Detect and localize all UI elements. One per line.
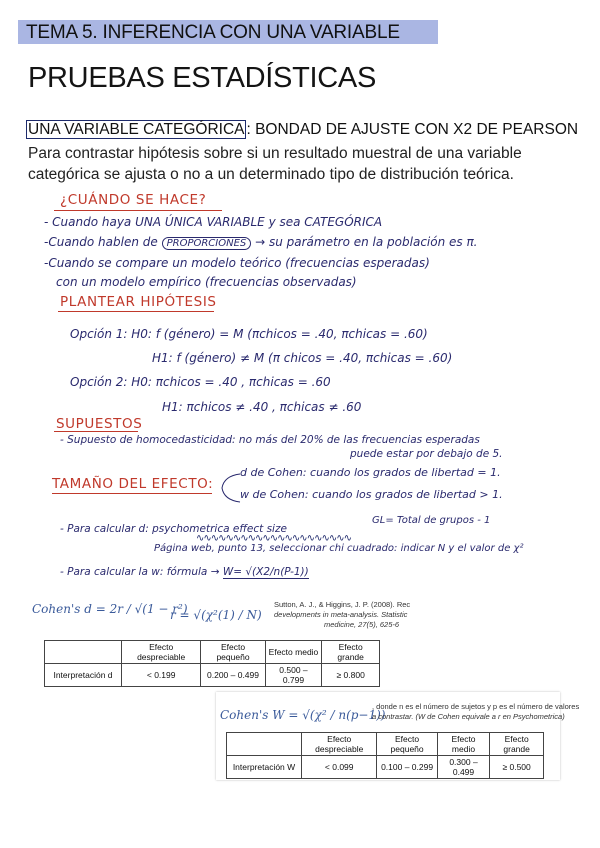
table-row [45,664,380,687]
table-header-cell: Efecto grande [322,641,380,664]
citation-w [372,702,579,722]
table-cell: ≥ 0.800 [322,664,380,687]
header-title: TEMA 5. INFERENCIA CON UNA VARIABLE [26,22,400,43]
calc-d-line: - Para calcular d: psychometrica effect size [60,523,287,535]
when-item-2 [44,235,478,249]
when-underline [54,210,222,211]
calc-d-line-2: Página web, punto 13, seleccionar chi cuadrado: indicar N y el valor de χ² [154,543,524,554]
table-header-cell: Efecto medio [265,641,322,664]
gl-line: GL= Total de grupos - 1 [372,515,491,526]
effect-w-line: w de Cohen: cuando los grados de libertad > 1. [240,488,503,501]
table-header-cell: Efecto pequeño [201,641,265,664]
when-item-3: -Cuando se compare un modelo teórico (frecuencias esperadas) [44,256,430,270]
calc-w-text: - Para calcular la w: fórmula → [60,566,220,578]
table-header-cell: Efecto medio [437,733,490,756]
when-item-2-tail: → su parámetro en la población es π. [255,235,478,249]
calc-w-line [60,566,309,578]
citation-d-1: Sutton, A. J., & Higgins, J. P. (2008). Rec [274,600,411,609]
table-cell: Interpretación W [227,756,302,779]
section-subtitle [26,121,578,139]
table-cell: < 0.199 [122,664,201,687]
citation-w-2: a contrastar. (W de Cohen equivale a r en Psychometrica) [372,712,565,721]
table-cell: Interpretación d [45,664,122,687]
table-cell: 0.200 – 0.499 [201,664,265,687]
assumptions-heading: SUPUESTOS [56,416,143,432]
subtitle-rest: : BONDAD DE AJUSTE CON X2 DE PEARSON [246,121,579,138]
assumptions-line-2: puede estar por debajo de 5. [350,448,503,460]
table-header-row [227,733,544,756]
r-formula: r = √(χ²(1) / N) [170,608,262,622]
opt2-h1: H1: πchicos ≠ .40 , πchicas ≠ .60 [162,400,362,414]
table-cell: 0.300 – 0.499 [437,756,490,779]
table-cell: ≥ 0.500 [490,756,544,779]
calc-d-wave: ∿∿∿∿∿∿∿∿∿∿∿∿∿∿∿∿∿∿∿∿∿ [196,533,351,544]
citation-d [274,600,410,630]
cohens-w-formula: Cohen's W = √(χ² / n(p−1)) [220,708,386,722]
when-item-1: - Cuando haya UNA ÚNICA VARIABLE y sea CATEGÓRICA [44,215,383,229]
cohens-w-table-image [216,692,580,780]
cohens-d-formula: Cohen's d = 2r / √(1 − r²) [32,602,188,616]
cohens-d-table-image [28,594,411,686]
table-header-cell: Efecto pequeño [377,733,437,756]
assumptions-line-1: - Supuesto de homocedasticidad: no más del 20% de las frecuencias esperadas [60,434,480,446]
when-item-4: con un modelo empírico (frecuencias observadas) [56,275,357,289]
opt1-h0: Opción 1: H0: f (género) = M (πchicos = .40, πchicas = .60) [70,327,428,341]
when-item-2-text: -Cuando hablen de [44,235,158,249]
hypotheses-underline [58,311,214,312]
table-cell: 0.500 – 0.799 [265,664,322,687]
citation-d-2: developments in meta-analysis. Statistic [274,610,408,619]
table-header-cell [45,641,122,664]
assumptions-underline [54,431,138,432]
proportions-circled: PROPORCIONES [162,237,252,250]
when-heading: ¿CUÁNDO SE HACE? [60,192,207,208]
table-cell: < 0.099 [302,756,377,779]
table-header-row [45,641,380,664]
citation-d-3: medicine, 27(5), 625-6 [324,620,400,629]
effect-heading: TAMAÑO DEL EFECTO: [52,476,214,492]
effect-underline [52,493,212,494]
table-header-cell: Efecto despreciable [122,641,201,664]
table-header-cell [227,733,302,756]
table-header-cell: Efecto grande [490,733,544,756]
table-header-cell: Efecto despreciable [302,733,377,756]
header-banner [18,20,438,44]
calc-w-formula: W= √(X2/n(P-1)) [222,566,309,578]
intro-paragraph: Para contrastar hipótesis sobre si un resultado muestral de una variable categórica se ajusta o no a un determinado tipo de distribución teórica. [28,145,522,183]
hypotheses-heading: PLANTEAR HIPÓTESIS [60,294,217,310]
table-row [227,756,544,779]
cohens-w-table [226,732,544,779]
opt1-h1: H1: f (género) ≠ M (π chicos = .40, πchicas = .60) [152,351,453,365]
page-title: PRUEBAS ESTADÍSTICAS [28,62,376,94]
citation-w-1: , donde n es el número de sujetos y p es el número de valores [372,702,580,711]
subtitle-boxed: UNA VARIABLE CATEGÓRICA [28,121,245,138]
cohens-d-table [44,640,380,687]
opt2-h0: Opción 2: H0: πchicos = .40 , πchicas = .60 [70,375,331,389]
table-cell: 0.100 – 0.299 [377,756,437,779]
effect-d-line: d de Cohen: cuando los grados de libertad = 1. [240,466,501,479]
